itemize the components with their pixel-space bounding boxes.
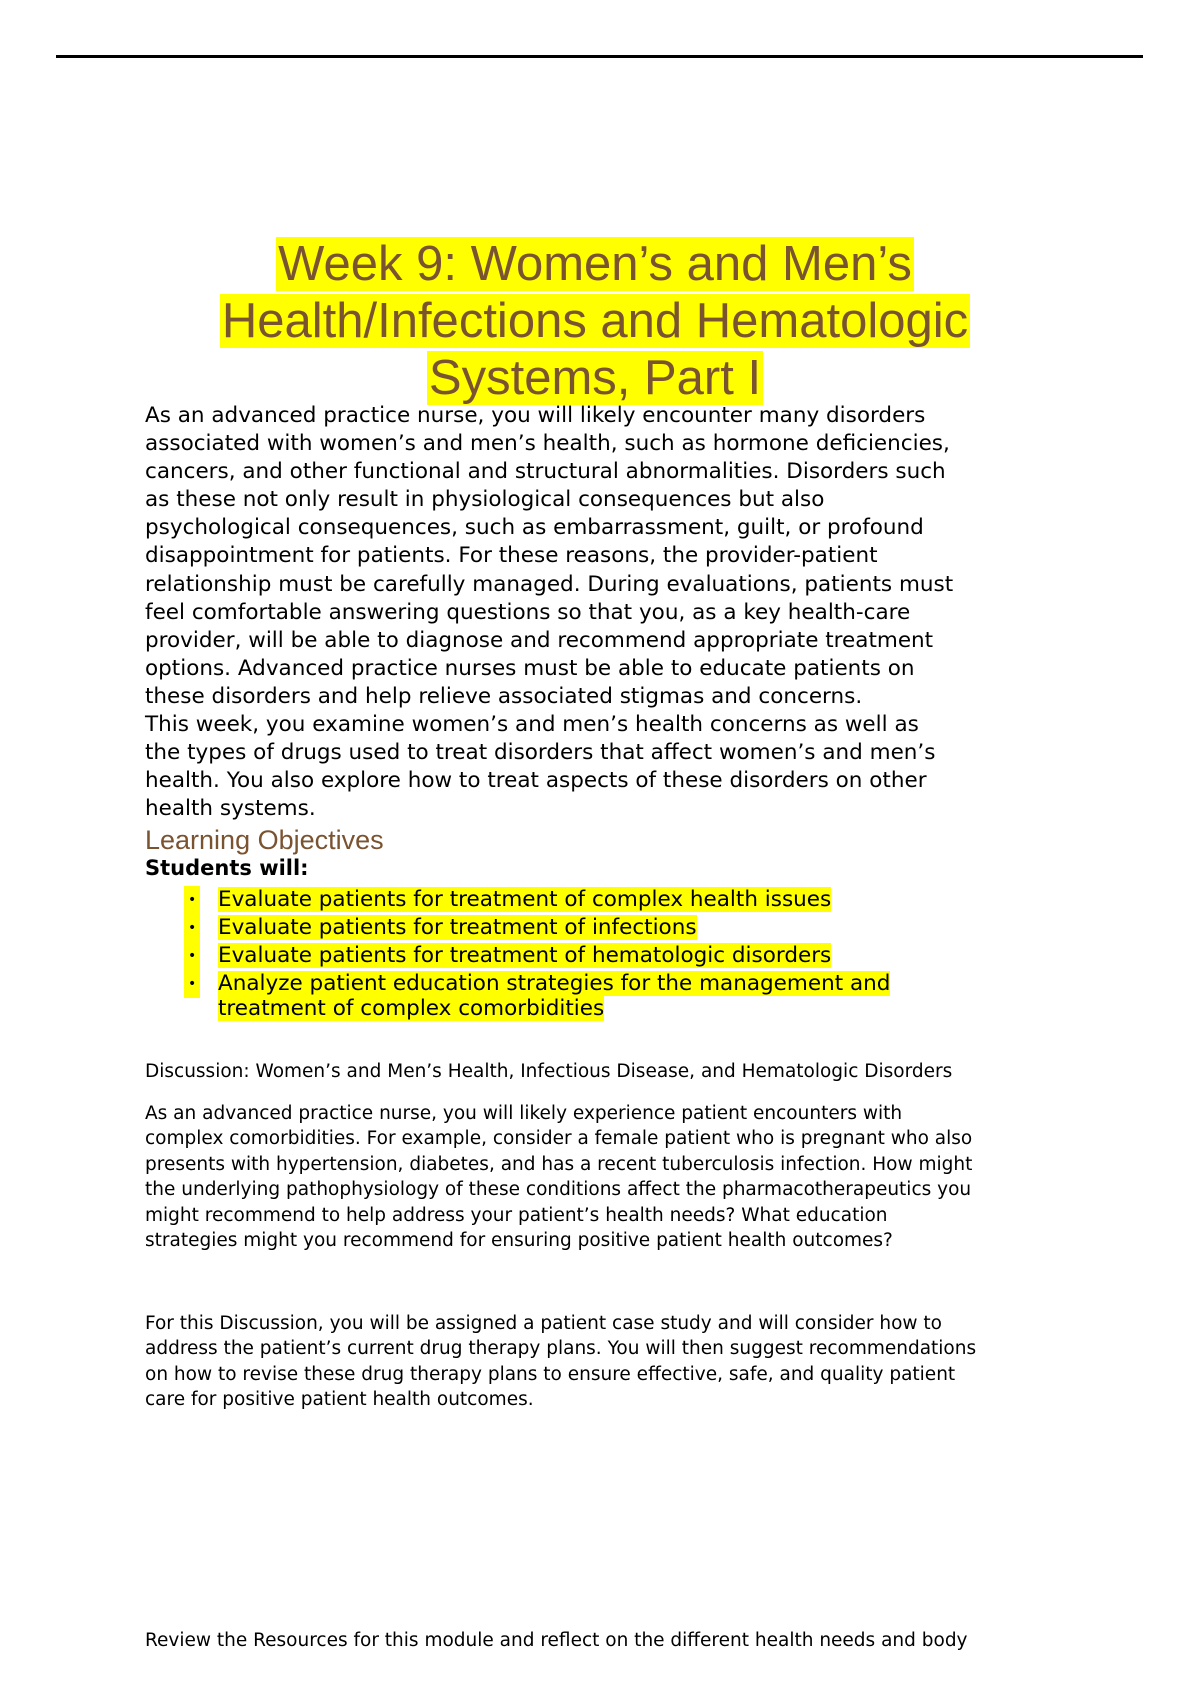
- text-line: feel comfortable answering questions so that you, as a key health-care: [145, 599, 911, 625]
- text-line: address the patient’s current drug therapy plans. You will then suggest recommendations: [145, 1338, 977, 1360]
- list-item: [180, 942, 890, 970]
- list-item: [180, 886, 890, 914]
- text-line: provider, will be able to diagnose and recommend appropriate treatment: [145, 627, 934, 653]
- text-line: complex comorbidities. For example, consider a female patient who is pregnant who also: [145, 1128, 973, 1150]
- text-line: options. Advanced practice nurses must be able to educate patients on: [145, 655, 915, 681]
- list-item: [180, 914, 890, 942]
- text-line: presents with hypertension, diabetes, and has a recent tuberculosis infection. How might: [145, 1153, 973, 1175]
- text-line: the types of drugs used to treat disorders that affect women’s and men’s: [145, 740, 936, 766]
- text-line: For this Discussion, you will be assigned a patient case study and will consider how to: [145, 1313, 942, 1334]
- text-line: health systems.: [145, 796, 316, 822]
- intro-paragraph: [145, 402, 953, 823]
- discussion-paragraph: [145, 1101, 972, 1253]
- discussion-paragraph: [145, 1311, 976, 1413]
- objective-text: Evaluate patients for treatment of infections: [218, 915, 697, 940]
- objective-text: treatment of complex comorbidities: [218, 996, 605, 1021]
- page-title: [0, 236, 1190, 407]
- text-line: associated with women’s and men’s health, such as hormone deficiencies,: [145, 431, 950, 457]
- objective-text: Evaluate patients for treatment of hematologic disorders: [218, 943, 832, 968]
- discussion-heading: Discussion: Women’s and Men’s Health, Infectious Disease, and Hematologic Disorders: [145, 1061, 953, 1082]
- bullet-icon: •: [184, 886, 200, 914]
- objective-text: Evaluate patients for treatment of complex health issues: [218, 887, 832, 912]
- students-will-label: Students will:: [145, 856, 309, 880]
- title-line: Week 9: Women’s and Men’s: [278, 237, 912, 291]
- title-line: Systems, Part I: [428, 351, 762, 405]
- learning-objectives-heading: Learning Objectives: [145, 825, 384, 855]
- text-line: disappointment for patients. For these reasons, the provider-patient: [145, 543, 878, 569]
- bullet-icon: •: [184, 970, 200, 998]
- text-line: health. You also explore how to treat aspects of these disorders on other: [145, 768, 927, 794]
- text-line: as these not only result in physiological consequences but also: [145, 487, 825, 513]
- text-line: the underlying pathophysiology of these conditions affect the pharmacotherapeutics you: [145, 1179, 972, 1201]
- list-item: [180, 970, 890, 1020]
- text-line: these disorders and help relieve associated stigmas and concerns.: [145, 683, 863, 709]
- text-line: As an advanced practice nurse, you will likely encounter many disorders: [145, 403, 926, 428]
- text-line: strategies might you recommend for ensuring positive patient health outcomes?: [145, 1230, 893, 1252]
- header-rule: [56, 55, 1143, 58]
- text-line: cancers, and other functional and structural abnormalities. Disorders such: [145, 459, 946, 485]
- text-line: psychological consequences, such as embarrassment, guilt, or profound: [145, 515, 924, 541]
- text-line: on how to revise these drug therapy plans to ensure effective, safe, and quality patient: [145, 1363, 956, 1385]
- text-line: might recommend to help address your patient’s health needs? What education: [145, 1204, 888, 1226]
- bullet-icon: •: [184, 914, 200, 942]
- objective-text: Analyze patient education strategies for the management and: [218, 971, 891, 996]
- text-line: care for positive patient health outcomes.: [145, 1389, 534, 1411]
- text-line: This week, you examine women’s and men’s health concerns as well as: [145, 712, 919, 738]
- title-line: Health/Infections and Hematologic: [221, 294, 969, 348]
- text-line: relationship must be carefully managed. During evaluations, patients must: [145, 571, 954, 597]
- bullet-icon: •: [184, 942, 200, 970]
- text-line: As an advanced practice nurse, you will likely experience patient encounters with: [145, 1103, 903, 1124]
- discussion-paragraph: Review the Resources for this module and reflect on the different health needs and body: [145, 1630, 968, 1651]
- objectives-list: [180, 886, 890, 1020]
